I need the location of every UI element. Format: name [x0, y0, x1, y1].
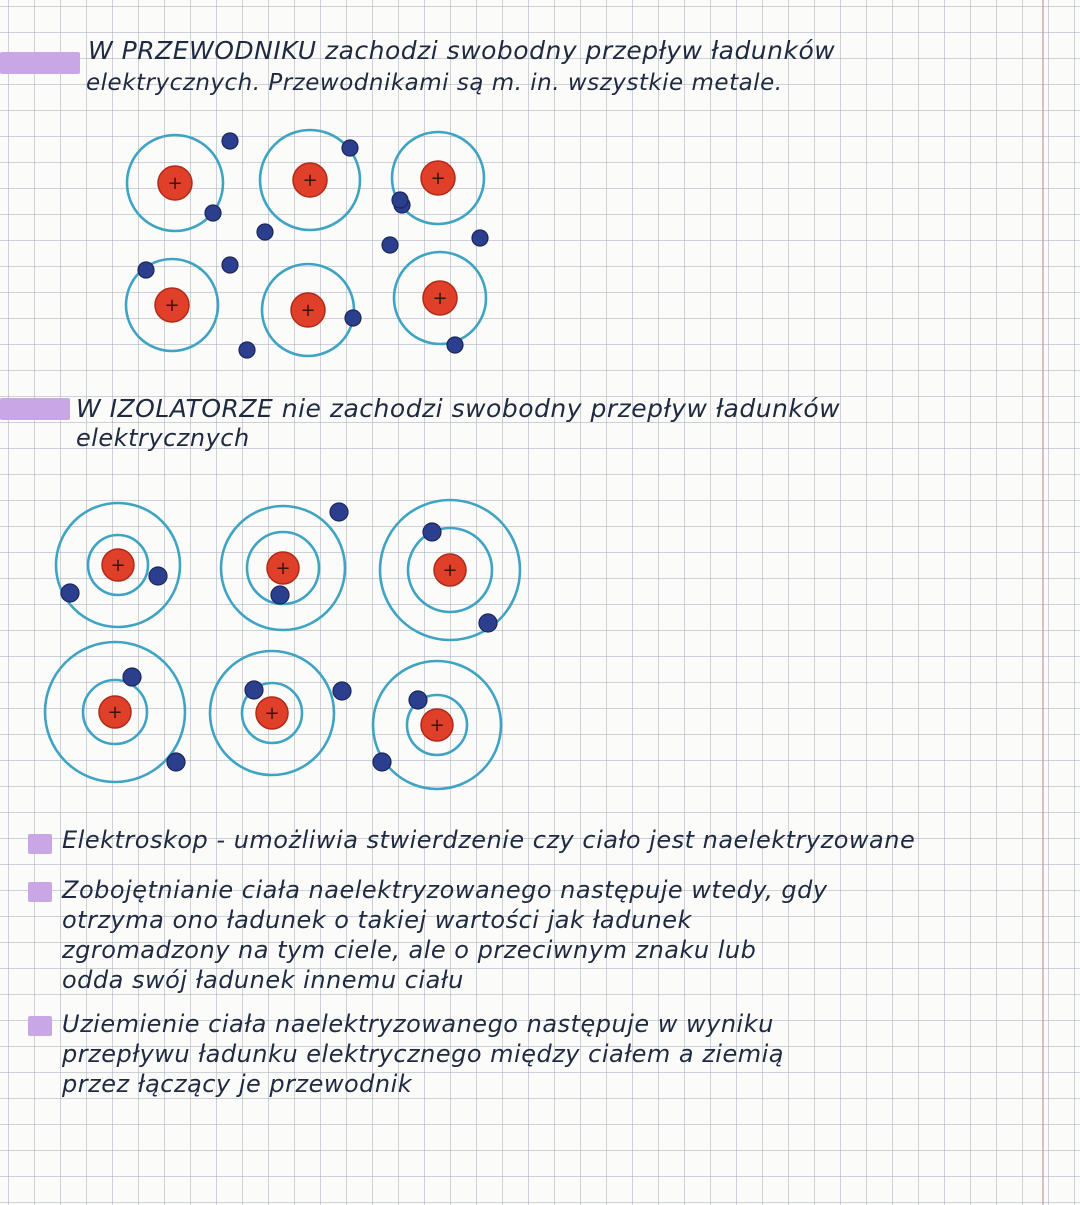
nucleus-plus-sign: +	[302, 170, 318, 191]
electron	[472, 230, 488, 246]
electron	[222, 133, 238, 149]
nucleus-plus-sign: +	[300, 300, 316, 321]
electron	[330, 503, 348, 521]
electron	[257, 224, 273, 240]
electron	[245, 681, 263, 699]
nucleus-plus-sign: +	[432, 288, 448, 309]
conductor-text-line-1: W PRZEWODNIKU zachodzi swobodny przepływ ładunków	[88, 36, 836, 65]
grounding-text-line-3: przez łączący je przewodnik	[62, 1070, 413, 1098]
electron	[149, 567, 167, 585]
insulator-text-line-1: W IZOLATORZE nie zachodzi swobodny przepływ ładunków	[76, 394, 841, 423]
electron	[167, 753, 185, 771]
electron	[205, 205, 221, 221]
neutralization-text-line-3: zgromadzony na tym ciele, ale o przeciwnym znaku lub	[62, 936, 757, 964]
nucleus-plus-sign: +	[430, 168, 446, 189]
nucleus-plus-sign: +	[107, 702, 123, 723]
electron	[392, 192, 408, 208]
electron	[271, 586, 289, 604]
electron	[423, 523, 441, 541]
electron	[342, 140, 358, 156]
electron	[239, 342, 255, 358]
neutralization-text-line-2: otrzyma ono ładunek o takiej wartości jak ładunek	[62, 906, 692, 934]
electron	[61, 584, 79, 602]
nucleus-plus-sign: +	[110, 555, 126, 576]
nucleus-plus-sign: +	[264, 703, 280, 724]
electron	[382, 237, 398, 253]
electroscope-text: Elektroskop - umożliwia stwierdzenie czy ciało jest naelektryzowane	[62, 826, 916, 854]
nucleus-plus-sign: +	[429, 715, 445, 736]
nucleus-plus-sign: +	[442, 560, 458, 581]
electron	[138, 262, 154, 278]
electron	[222, 257, 238, 273]
insulator-text-line-2: elektrycznych	[76, 424, 250, 452]
electron	[373, 753, 391, 771]
nucleus-plus-sign: +	[167, 173, 183, 194]
nucleus-plus-sign: +	[275, 558, 291, 579]
electron	[447, 337, 463, 353]
grounding-text-line-2: przepływu ładunku elektrycznego między ciałem a ziemią	[62, 1040, 784, 1068]
nucleus-plus-sign: +	[164, 295, 180, 316]
electron	[123, 668, 141, 686]
electron	[479, 614, 497, 632]
electron	[409, 691, 427, 709]
electron	[333, 682, 351, 700]
neutralization-text-line-4: odda swój ładunek innemu ciału	[62, 966, 464, 994]
conductor-text-line-2: elektrycznych. Przewodnikami są m. in. wszystkie metale.	[86, 70, 783, 96]
electron	[345, 310, 361, 326]
neutralization-text-line-1: Zobojętnianie ciała naelektryzowanego następuje wtedy, gdy	[62, 876, 828, 904]
grounding-text-line-1: Uziemienie ciała naelektryzowanego następuje w wyniku	[62, 1010, 774, 1038]
